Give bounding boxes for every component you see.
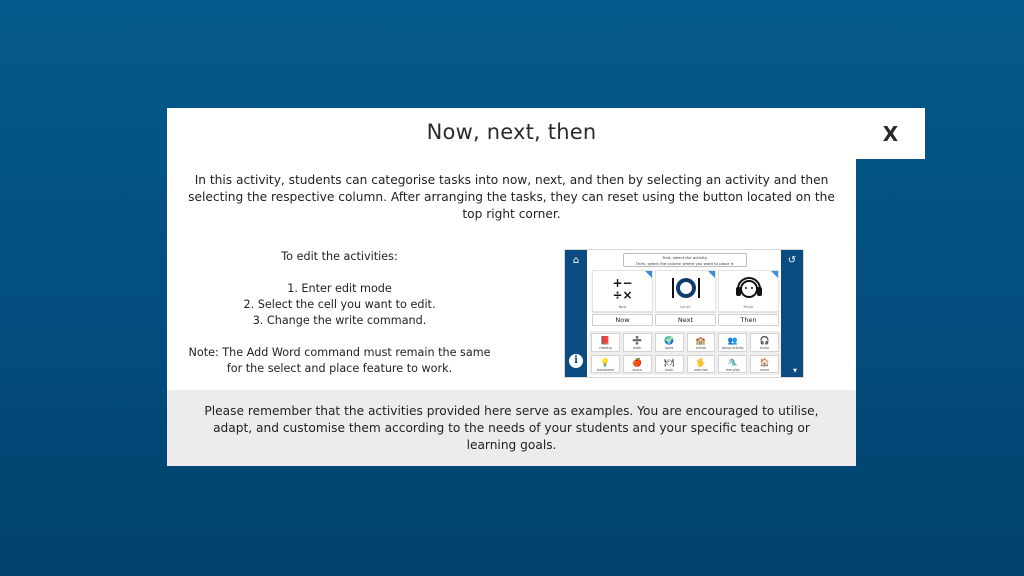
info-dialog <box>167 108 856 466</box>
grid-cell-icon: 🌍 <box>664 336 675 345</box>
grid-cell-icon: ➗ <box>632 336 643 345</box>
card-caption: Now <box>618 305 627 309</box>
grid-cell-label: brainstorm <box>596 367 615 372</box>
grid-cell-icon: 🖐 <box>695 357 706 367</box>
plate-icon <box>656 275 715 308</box>
grid-cell-icon: 💡 <box>600 357 611 367</box>
close-button[interactable] <box>856 108 925 159</box>
grid-cell-label: group activity <box>721 346 744 350</box>
note-line: Note: The Add Word command must remain the same <box>188 346 491 359</box>
grid-cell <box>623 355 652 374</box>
grid-cell <box>687 333 716 352</box>
close-icon[interactable]: X <box>882 121 899 146</box>
grid-cell-icon: 🍽 <box>664 357 675 367</box>
footer-note: Please remember that the activities provided here serve as examples. You are encouraged to utilise, adapt, and customise them according to the needs of your students and your specific teaching or learning goals. <box>204 403 819 452</box>
grid-cell-icon: 🏠 <box>759 357 770 367</box>
grid-cell <box>655 355 684 374</box>
column-now: Now <box>592 314 653 326</box>
grid-cell <box>591 333 620 352</box>
info-icon: i <box>569 354 583 368</box>
card-lunch <box>655 270 716 312</box>
column-next: Next <box>655 314 716 326</box>
grid-cell <box>687 355 716 374</box>
grid-cell-icon: 📕 <box>600 336 611 345</box>
preview-right-sidebar <box>781 250 803 378</box>
grid-cell <box>591 355 620 374</box>
grid-cell <box>718 355 747 374</box>
instruction-step: 2. Select the cell you want to edit. <box>243 298 436 311</box>
note-line: for the select and place feature to work. <box>226 362 453 375</box>
activity-preview-image <box>564 249 804 378</box>
grid-cell-icon: 🎧 <box>759 336 770 345</box>
dialog-title: Now, next, then <box>426 120 597 144</box>
preview-banner <box>623 253 747 267</box>
grid-cell-label: home <box>760 367 770 372</box>
grid-cell <box>750 355 779 374</box>
grid-cell-label: reading <box>599 346 612 350</box>
activity-grid <box>589 331 781 375</box>
edit-instructions <box>167 249 512 377</box>
grid-cell-label: snack <box>632 367 642 372</box>
grid-cell-icon: 🍎 <box>632 357 643 367</box>
grid-cell <box>655 333 684 352</box>
reset-icon: ↺ <box>787 255 797 266</box>
grid-cell-label: exercise <box>694 367 708 372</box>
grid-cell <box>750 333 779 352</box>
card-math-operators <box>592 270 653 312</box>
instruction-step: 1. Enter edit mode <box>287 282 392 295</box>
grid-cell-label: lunch <box>664 367 674 372</box>
headphones-icon <box>719 275 778 308</box>
math-operators-icon: +− ÷× <box>612 276 633 302</box>
instructions-heading: To edit the activities: <box>281 250 398 263</box>
banner-line: Then, select the column where you want to place it. <box>635 260 735 266</box>
grid-cell-icon: 👥 <box>727 336 738 345</box>
column-then: Then <box>718 314 779 326</box>
card-caption: Music <box>743 305 754 309</box>
grid-cell-label: music <box>759 346 770 350</box>
home-icon: ⌂ <box>572 255 580 266</box>
grid-cell <box>623 333 652 352</box>
grid-cell-label: sport <box>664 346 674 350</box>
instruction-step: 3. Change the write command. <box>252 314 427 327</box>
card-music <box>718 270 779 312</box>
grid-cell <box>718 333 747 352</box>
dialog-footer <box>167 390 856 466</box>
grid-cell-icon: 🏫 <box>695 336 706 345</box>
scroll-down-icon: ▼ <box>793 368 797 374</box>
grid-cell-icon: 🛝 <box>727 357 738 367</box>
grid-cell-label: math <box>633 346 642 350</box>
grid-cell-label: school <box>695 346 707 350</box>
card-caption: Lunch <box>680 305 691 309</box>
dialog-description: In this activity, students can categorise tasks into now, next, and then by selecting an activity and then selecting the respective column. After arranging the tasks, they can reset using the button located on the top right corner. <box>188 173 835 221</box>
grid-cell-label: free play <box>725 367 740 372</box>
banner-line: First, select the activity. <box>662 255 708 260</box>
